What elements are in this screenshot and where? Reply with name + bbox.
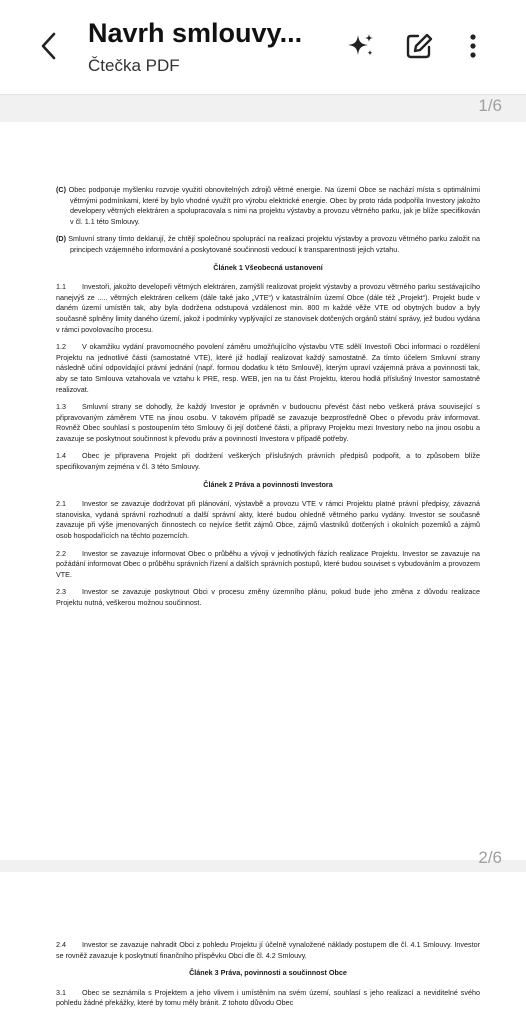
article-heading: Článek 2 Práva a povinnosti Investora	[203, 479, 333, 489]
paragraph-number: 1.4	[56, 451, 66, 461]
paragraph-number: 1.2	[56, 342, 66, 352]
page-2-content	[56, 940, 480, 1016]
paragraph-text: Investor se zavazuje nahradit Obci z pohledu Projektu jí účelně vynaložené náklady postupem dle čl. 4.1 Smlouvy. Investor se rovněž zavazuje k poskytnutí finančního příspěvku Obci dle čl. 4.2 Smlouvy.	[56, 940, 480, 960]
pdf-page-1[interactable]	[0, 122, 526, 860]
paragraph-number: 3.1	[56, 987, 66, 997]
paragraph-text: Investor se zavazuje informovat Obec o průběhu a vývoji v jednotlivých fázích realizace Projektu. Investor se zavazuje na požádání informovat Obec o průběhu správních řízení a dalších správních postupů, které budou souviset s vybudováním a provozem VTE.	[56, 548, 480, 579]
app-subtitle: Čtečka PDF	[88, 56, 180, 75]
divider	[0, 94, 526, 95]
app-bar	[0, 0, 526, 94]
paragraph-text: Investoři, jakožto developeři větrných elektráren, zamýšlí realizovat projekt výstavby a provozu větrného parku sestávajícího nanejvýš ze ..... větrných elektráren celkem (dále také jako „VTE“) v katastrálním území Obce (dále též „Projekt“). Projekt bude v daném území umístěn tak, aby byla dodržena odstupová vzdálenost min. 800 m každé věže VTE od obytných budov a byly současně splněny limity daného území, jakož i podmínky vyplývající ze stanovisek dotčených orgánů státní správy, jež budou vydána v rámci povolovacího procesu.	[56, 282, 480, 334]
page-indicator: 2/6	[478, 848, 502, 867]
paragraph-number: 2.4	[56, 940, 66, 949]
page-indicator: 1/6	[478, 96, 502, 115]
page-1-content	[56, 185, 480, 616]
paragraph-text: V okamžiku vydání pravomocného povolení záměru umožňujícího výstavbu VTE sdělí Investoři Obci informaci o rozdělení Projektu na jednotlivé části (samostatné VTE), které již hodlají realizovat každý samostatně. Za tímto účelem Smluvní strany následně učiní odpovídající právní jednání (např. formou dodatku k této Smlouvě), kterým upraví vzájemná práva a povinnosti tak, aby se tato Smlouva vztahovala ve vztahu k PRE, resp. WEB, jen na tu část Projektu, kterou hodlá příslušný Investor samostatně realizovat.	[56, 342, 480, 394]
clause-label: (C)	[56, 185, 66, 194]
article-heading: Článek 3 Práva, povinnosti a součinnost Obce	[189, 968, 347, 978]
clause-d-text: Smluvní strany tímto deklarují, že chtějí společnou spoluprácí na realizaci projektu výstavby a provozu větrného parku založit na principech vzájemného informování a poskytované součinnosti vedoucí k transparentnosti jejich vztahu.	[68, 234, 480, 254]
document-title: Navrh smlouvy...	[88, 18, 303, 48]
clause-c-text: Obec podporuje myšlenku rozvoje využití obnovitelných zdrojů větrné energie. Na území Obce se nachází místa s optimálními větrnými podmínkami, které by bylo vhodné využít pro výrobu elektrické energie. Obec by proto ráda podpořila Investory jakožto developery větrných elektráren a spolupracovala s nimi na projektu výstavby a provozu větrného parku, jak je blíže specifikován v čl. 1.1 této Smlouvy.	[68, 185, 480, 226]
paragraph-text: Smluvní strany se dohodly, že každý Investor je oprávněn v budoucnu převést část nebo veškerá práva související s připravovaným záměrem VTE na jinou osobu. V takovém případě se zavazuje bezprostředně Obec o převodu práv informovat. Rovněž Obec souhlasí s postoupením této Smlouvy či její dotčené části, a přípravy Projektu mezi Investory nebo na jinou osobu a zavazuje se poskytnout součinnost k převodu práv a povinností Investora v případě potřeby.	[56, 402, 480, 443]
paragraph-text: Investor se zavazuje dodržovat při plánování, výstavbě a provozu VTE v rámci Projektu platné právní předpisy, závazná stanoviska, vydaná správní rozhodnutí a další správní akty, které budou ohledně větrného parku vydány. Investor se současně zavazuje při výše jmenovaných činnostech co nejvíce šetřit zájmů Obce, zájmů vlastníků dotčených i okolních pozemků a zájmů osob hospodařících na těchto pozemcích.	[56, 499, 480, 541]
paragraph-text: Obec je připravena Projekt při dodržení veškerých příslušných právních předpisů podpořit, a to způsobem blíže specifikovaným zejména v čl. 3 této Smlouvy.	[56, 451, 480, 472]
pdf-page-2[interactable]	[0, 872, 526, 1024]
ai-sparkle-icon[interactable]	[346, 31, 376, 61]
back-arrow-icon[interactable]	[34, 30, 66, 62]
paragraph-text: Investor se zavazuje poskytnout Obci v procesu změny územního plánu, pokud bude jeho změna z důvodu realizace Projektu nutná, veškerou možnou součinnost.	[56, 587, 480, 607]
paragraph-number: 2.2	[56, 548, 66, 558]
paragraph-number: 2.3	[56, 587, 66, 597]
paragraph-text: Obec se seznámila s Projektem a jeho vlivem i umístěním na svém území, souhlasí s jeho realizací a neviditelné svého pohledu žádné překážky, které by tomu měly bránit. Z tohoto důvodu Obec	[56, 987, 480, 1008]
clause-label: (D)	[56, 234, 66, 244]
paragraph-number: 2.1	[56, 499, 66, 509]
paragraph-number: 1.1	[56, 282, 66, 292]
article-heading: Článek 1 Všeobecná ustanovení	[213, 262, 323, 272]
more-vertical-icon[interactable]	[458, 31, 488, 61]
paragraph-number: 1.3	[56, 402, 66, 412]
edit-icon[interactable]	[404, 31, 434, 61]
